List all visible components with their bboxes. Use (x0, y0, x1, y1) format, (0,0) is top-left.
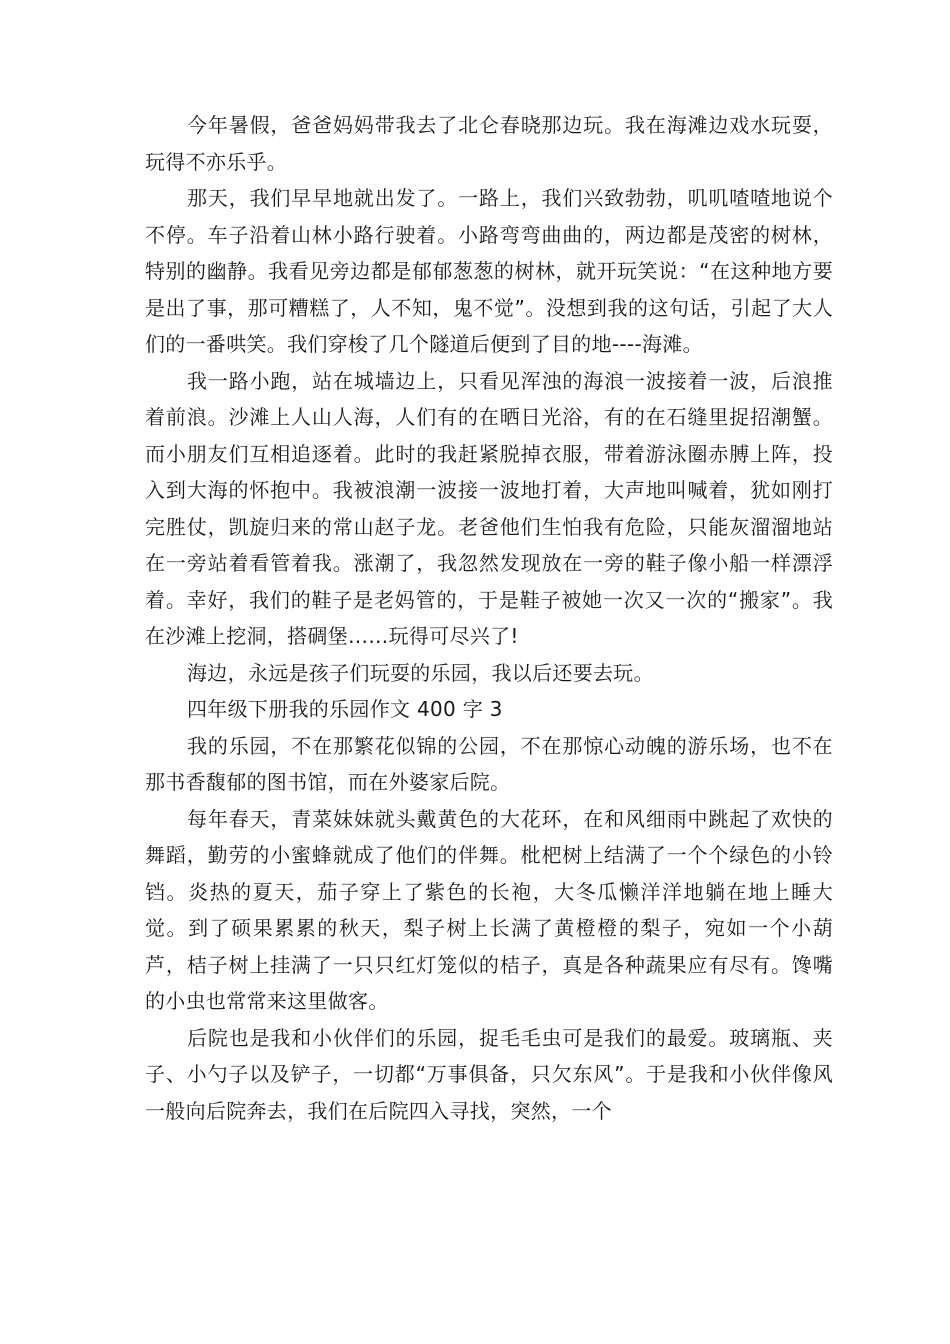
paragraph: 我一路小跑，站在城墙边上，只看见浑浊的海浪一波接着一波，后浪推着前浪。沙滩上人山人海，人们有的在晒日光浴，有的在石缝里捉招潮蟹。而小朋友们互相追逐着。此时的我赶紧脱掉衣服，带着游泳圈赤膊上阵，投入到大海的怀抱中。我被浪潮一波接一波地打着，大声地叫喊着，犹如刚打完胜仗，凯旋归来的常山赵子龙。老爸他们生怕我有危险，只能灰溜溜地站在一旁站着看管着我。涨潮了，我忽然发现放在一旁的鞋子像小船一样漂浮着。幸好，我们的鞋子是老妈管的，于是鞋子被她一次又一次的“搬家”。我在沙滩上挖洞，搭碉堡……玩得可尽兴了! (145, 368, 833, 648)
paragraph: 海边，永远是孩子们玩耍的乐园，我以后还要去玩。 (187, 660, 654, 685)
paragraph: 每年春天，青菜妹妹就头戴黄色的大花环，在和风细雨中跳起了欢快的舞蹈，勤劳的小蜜蜂就成了他们的伴舞。枇杷树上结满了一个个绿色的小铃铛。炎热的夏天，茄子穿上了紫色的长袍，大冬瓜懒洋洋地躺在地上睡大觉。到了硕果累累的秋天，梨子树上长满了黄橙橙的梨子，宛如一个小葫芦，桔子树上挂满了一只只红灯笼似的桔子，真是各种蔬果应有尽有。馋嘴的小虫也常常来这里做客。 (145, 806, 833, 1013)
paragraph: 我的乐园，不在那繁花似锦的公园，不在那惊心动魄的游乐场，也不在那书香馥郁的图书馆，而在外婆家后院。 (145, 733, 833, 794)
section-heading: 四年级下册我的乐园作文 400 字 3 (187, 697, 503, 721)
paragraph: 后院也是我和小伙伴们的乐园，捉毛毛虫可是我们的最爱。玻璃瓶、夹子、小勺子以及铲子，一切都“万事俱备，只欠东风”。于是我和小伙伴像风一般向后院奔去，我们在后院四入寻找，突然，一个 (145, 1025, 833, 1123)
paragraph: 今年暑假，爸爸妈妈带我去了北仑春晓那边玩。我在海滩边戏水玩耍，玩得不亦乐乎。 (145, 113, 833, 174)
paragraph: 那天，我们早早地就出发了。一路上，我们兴致勃勃，叽叽喳喳地说个不停。车子沿着山林小路行驶着。小路弯弯曲曲的，两边都是茂密的树林，特别的幽静。我看见旁边都是郁郁葱葱的树林，就开玩笑说：“在这种地方要是出了事，那可糟糕了，人不知，鬼不觉”。没想到我的这句话，引起了大人们的一番哄笑。我们穿梭了几个隧道后便到了目的地----海滩。 (145, 186, 833, 356)
document-page (145, 107, 833, 1129)
